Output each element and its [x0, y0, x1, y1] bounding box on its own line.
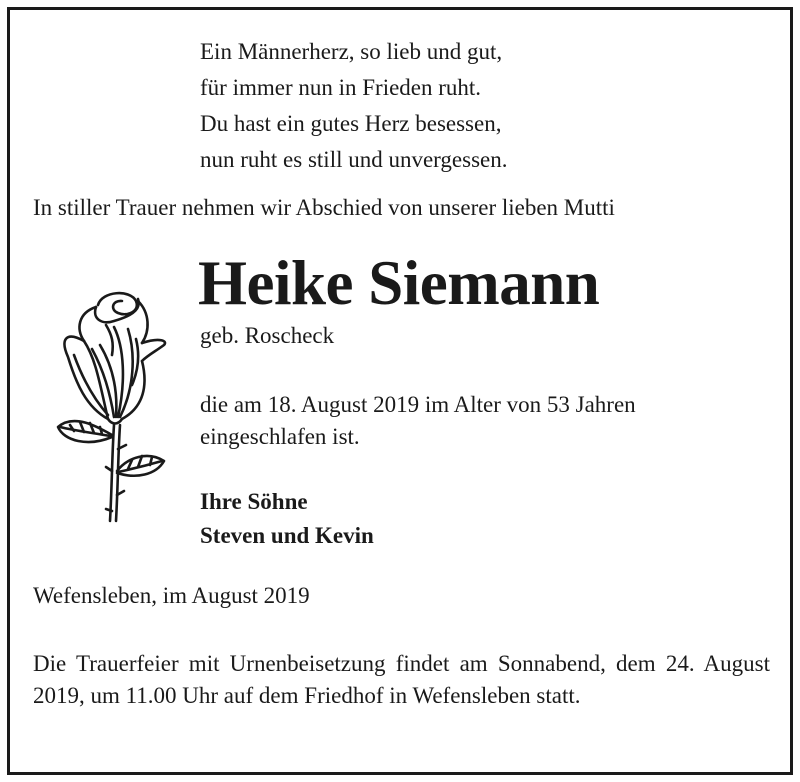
mourners-line: Ihre Söhne [200, 489, 308, 514]
death-line: eingeschlafen ist. [200, 424, 360, 449]
death-statement [200, 389, 636, 453]
poem-line: Du hast ein gutes Herz besessen, [200, 111, 502, 136]
place-date: Wefensleben, im August 2019 [33, 583, 310, 608]
funeral-info: Die Trauerfeier mit Urnenbeisetzung findet am Sonnabend, dem 24. August 2019, um 11.00 Uhr auf dem Friedhof in Wefensleben statt. [33, 651, 770, 708]
poem-line: nun ruht es still und unvergessen. [200, 147, 508, 172]
poem-line: für immer nun in Frieden ruht. [200, 75, 482, 100]
rose-icon [52, 285, 170, 525]
mourners-line: Steven und Kevin [200, 523, 374, 548]
intro-text: In stiller Trauer nehmen wir Abschied von unserer lieben Mutti [33, 195, 615, 220]
deceased-name: Heike Siemann [198, 248, 600, 318]
poem-line: Ein Männerherz, so lieb und gut, [200, 39, 503, 64]
death-line: die am 18. August 2019 im Alter von 53 Jahren [200, 392, 636, 417]
memorial-poem [200, 34, 508, 178]
mourners-signature [200, 485, 374, 553]
maiden-name: geb. Roscheck [200, 323, 335, 348]
